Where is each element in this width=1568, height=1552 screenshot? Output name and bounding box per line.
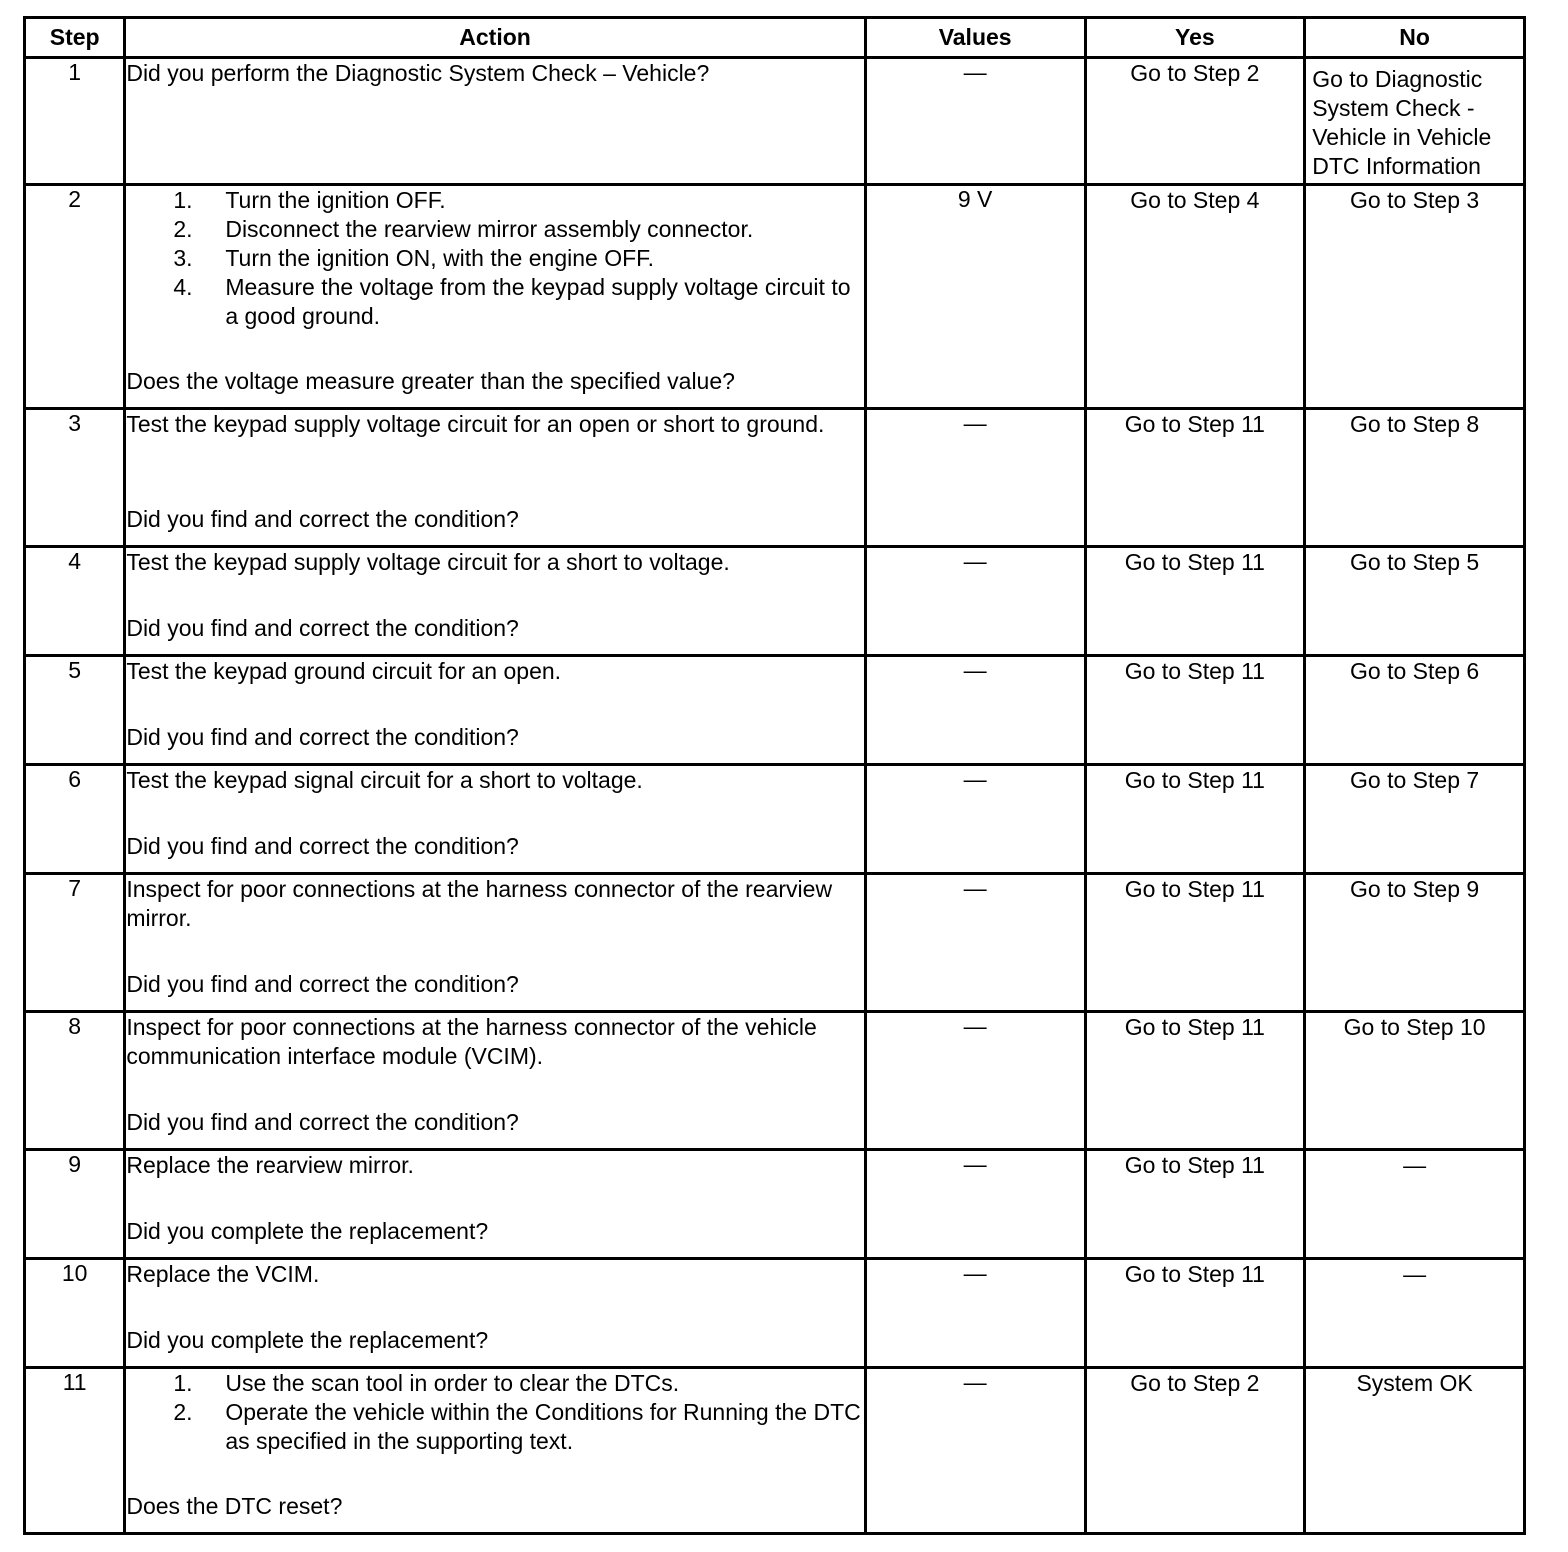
action-text: Test the keypad ground circuit for an open. (126, 658, 562, 684)
values-cell: — (865, 765, 1085, 874)
list-number: 1. (173, 187, 193, 213)
action-cell (125, 765, 865, 874)
question-text: Did you find and correct the condition? (126, 506, 519, 532)
question-text: Did you complete the replacement? (126, 1218, 489, 1244)
list-item (173, 215, 863, 244)
no-cell: Go to Step 9 (1305, 874, 1525, 1012)
action-cell (125, 547, 865, 656)
values-cell: 9 V (865, 185, 1085, 409)
step-number: 3 (25, 409, 125, 547)
action-cell (125, 874, 865, 1012)
action-content (126, 1013, 863, 1137)
list-text: Disconnect the rearview mirror assembly connector. (225, 216, 754, 242)
yes-cell: Go to Step 11 (1085, 409, 1305, 547)
table-row (25, 874, 1525, 1012)
yes-cell: Go to Step 4 (1085, 185, 1305, 409)
yes-cell: Go to Step 11 (1085, 656, 1305, 765)
yes-cell: Go to Step 11 (1085, 547, 1305, 656)
step-number: 10 (25, 1259, 125, 1368)
table-row (25, 1259, 1525, 1368)
list-number: 2. (173, 216, 193, 242)
action-text: Replace the VCIM. (126, 1261, 320, 1287)
header-row (25, 18, 1525, 58)
question-text: Does the voltage measure greater than the specified value? (126, 368, 735, 394)
step-number: 8 (25, 1012, 125, 1150)
no-cell: Go to Step 10 (1305, 1012, 1525, 1150)
yes-cell: Go to Step 11 (1085, 765, 1305, 874)
no-cell: — (1305, 1259, 1525, 1368)
action-cell (125, 656, 865, 765)
table-row (25, 765, 1525, 874)
table-row (25, 58, 1525, 185)
action-text: Test the keypad signal circuit for a short to voltage. (126, 767, 643, 793)
no-cell: Go to Step 7 (1305, 765, 1525, 874)
no-cell: Go to Step 6 (1305, 656, 1525, 765)
step-number: 5 (25, 656, 125, 765)
diagnostic-table (23, 16, 1526, 1535)
list-number: 3. (173, 245, 193, 271)
action-cell (125, 185, 865, 409)
question-text: Did you find and correct the condition? (126, 971, 519, 997)
table-row (25, 1368, 1525, 1534)
action-cell (125, 1259, 865, 1368)
yes-cell: Go to Step 2 (1085, 1368, 1305, 1534)
values-cell: — (865, 874, 1085, 1012)
header-yes: Yes (1085, 18, 1305, 58)
no-cell: System OK (1305, 1368, 1525, 1534)
list-item (173, 273, 863, 331)
values-cell: — (865, 1259, 1085, 1368)
action-content (126, 1151, 863, 1246)
table-row (25, 185, 1525, 409)
action-cell (125, 1150, 865, 1259)
action-cell (125, 1368, 865, 1534)
list-text: Turn the ignition OFF. (225, 187, 446, 213)
header-values: Values (865, 18, 1085, 58)
action-text: Inspect for poor connections at the harness connector of the rearview mirror. (126, 876, 833, 931)
yes-cell: Go to Step 2 (1085, 58, 1305, 185)
yes-cell: Go to Step 11 (1085, 1259, 1305, 1368)
instruction-list (126, 186, 863, 331)
table-row (25, 1150, 1525, 1259)
header-action: Action (125, 18, 865, 58)
action-content (126, 657, 863, 752)
action-text: Inspect for poor connections at the harness connector of the vehicle communication interface module (VCIM). (126, 1014, 817, 1069)
header-no: No (1305, 18, 1525, 58)
question-text: Did you find and correct the condition? (126, 724, 519, 750)
question-text: Did you find and correct the condition? (126, 615, 519, 641)
list-text: Turn the ignition ON, with the engine OFF. (225, 245, 655, 271)
values-cell: — (865, 409, 1085, 547)
action-text: Test the keypad supply voltage circuit for an open or short to ground. (126, 411, 825, 437)
no-cell: Go to Step 3 (1305, 185, 1525, 409)
list-number: 4. (173, 274, 193, 300)
list-text: Operate the vehicle within the Conditions for Running the DTC as specified in the supporting text. (225, 1399, 861, 1454)
values-cell: — (865, 1012, 1085, 1150)
header-step: Step (25, 18, 125, 58)
list-item (173, 244, 863, 273)
action-cell (125, 409, 865, 547)
step-number: 4 (25, 547, 125, 656)
step-number: 2 (25, 185, 125, 409)
yes-cell: Go to Step 11 (1085, 1150, 1305, 1259)
list-number: 1. (173, 1370, 193, 1396)
list-number: 2. (173, 1399, 193, 1425)
values-cell: — (865, 58, 1085, 185)
question-text: Did you find and correct the condition? (126, 1109, 519, 1135)
no-cell: Go to Step 8 (1305, 409, 1525, 547)
step-number: 7 (25, 874, 125, 1012)
table-row (25, 409, 1525, 547)
action-text: Replace the rearview mirror. (126, 1152, 414, 1178)
table-row (25, 547, 1525, 656)
question-text: Did you find and correct the condition? (126, 833, 519, 859)
values-cell: — (865, 547, 1085, 656)
values-cell: — (865, 656, 1085, 765)
question-text: Did you complete the replacement? (126, 1327, 489, 1353)
table-row (25, 1012, 1525, 1150)
step-number: 6 (25, 765, 125, 874)
question-text: Does the DTC reset? (126, 1493, 343, 1519)
action-cell (125, 1012, 865, 1150)
instruction-list (126, 1369, 863, 1456)
list-text: Measure the voltage from the keypad supply voltage circuit to a good ground. (225, 274, 851, 329)
action-text: Did you perform the Diagnostic System Check – Vehicle? (126, 60, 710, 86)
action-text: Test the keypad supply voltage circuit for a short to voltage. (126, 549, 730, 575)
step-number: 9 (25, 1150, 125, 1259)
action-content (126, 410, 863, 534)
table-row (25, 656, 1525, 765)
action-content (126, 875, 863, 999)
action-content (126, 1260, 863, 1355)
values-cell: — (865, 1368, 1085, 1534)
yes-cell: Go to Step 11 (1085, 874, 1305, 1012)
no-cell: Go to Diagnostic System Check - Vehicle in Vehicle DTC Information (1305, 58, 1525, 185)
action-content (126, 548, 863, 643)
action-content (126, 186, 863, 396)
action-cell (125, 58, 865, 185)
list-item (173, 1369, 863, 1398)
list-item (173, 1398, 863, 1456)
list-item (173, 186, 863, 215)
step-number: 1 (25, 58, 125, 185)
action-content (126, 766, 863, 861)
action-content (126, 1369, 863, 1521)
no-cell: — (1305, 1150, 1525, 1259)
list-text: Use the scan tool in order to clear the DTCs. (225, 1370, 680, 1396)
no-cell: Go to Step 5 (1305, 547, 1525, 656)
yes-cell: Go to Step 11 (1085, 1012, 1305, 1150)
values-cell: — (865, 1150, 1085, 1259)
step-number: 11 (25, 1368, 125, 1534)
